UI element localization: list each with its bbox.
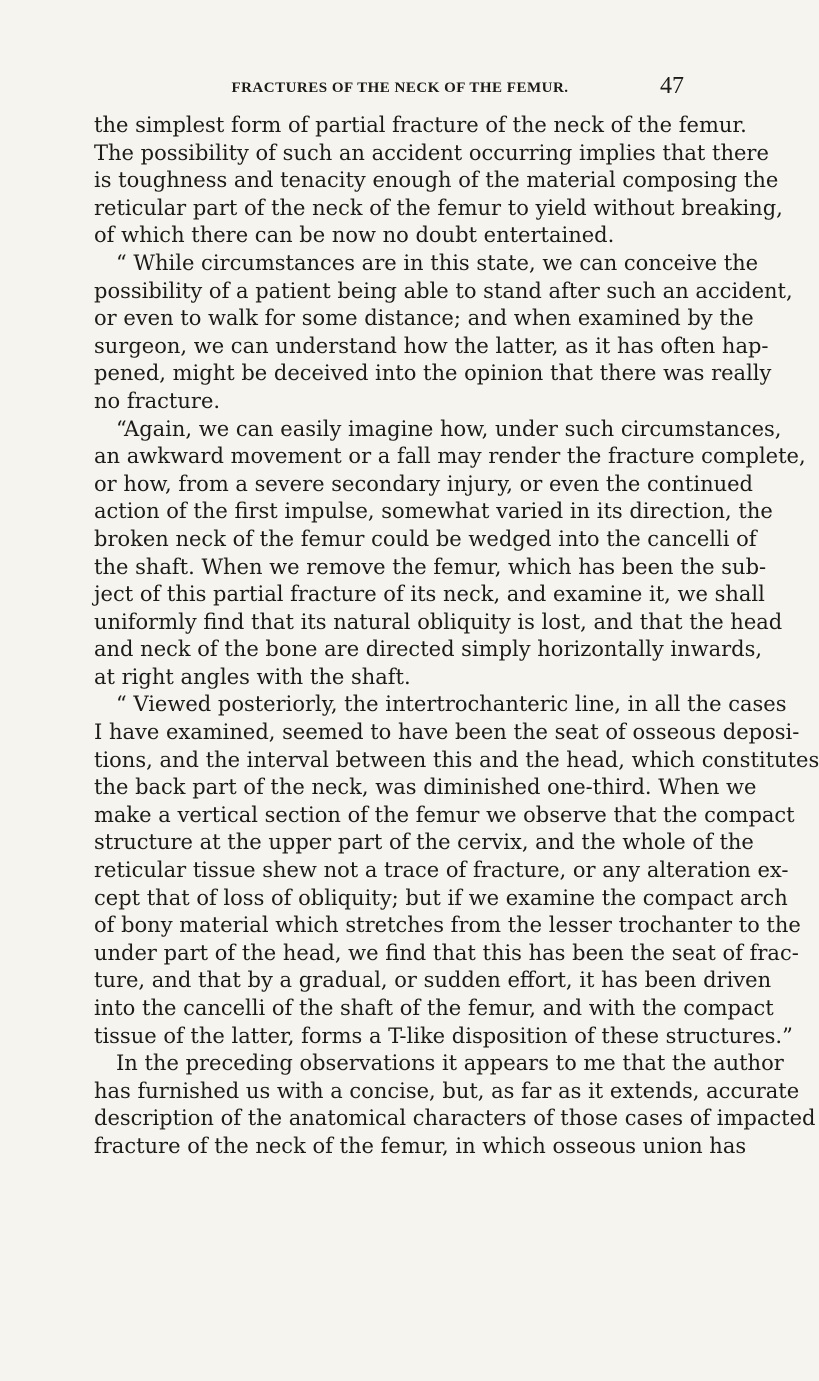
text-line: at right angles with the shaft. xyxy=(94,664,411,689)
text-line: the shaft. When we remove the femur, which has been the sub- xyxy=(94,554,767,579)
text-line: make a vertical section of the femur we observe that the compact xyxy=(94,802,795,827)
text-line: ject of this partial fracture of its neck, and examine it, we shall xyxy=(94,582,765,607)
text-line: pened, might be deceived into the opinion that there was really xyxy=(94,361,772,386)
text-line: reticular part of the neck of the femur to yield without breaking, xyxy=(94,195,783,220)
text-line: action of the first impulse, somewhat varied in its direction, the xyxy=(94,499,773,524)
text-line: I have examined, seemed to have been the seat of osseous deposi- xyxy=(94,720,800,745)
text-line: has furnished us with a concise, but, as far as it extends, accurate xyxy=(94,1078,800,1103)
text-line: description of the anatomical characters of those cases of impacted xyxy=(94,1106,816,1131)
text-line: under part of the head, we find that this has been the seat of frac- xyxy=(94,940,799,965)
text-line: the back part of the neck, was diminished one-third. When we xyxy=(94,775,757,800)
text-line: of bony material which stretches from the lesser trochanter to the xyxy=(94,913,801,938)
text-line: broken neck of the femur could be wedged into the cancelli of xyxy=(94,526,757,551)
text-line: uniformly find that its natural obliquity is lost, and that the head xyxy=(94,609,783,634)
text-line: into the cancelli of the shaft of the femur, and with the compact xyxy=(94,996,774,1020)
page-number: 47 xyxy=(660,73,684,99)
text-line: tions, and the interval between this and the head, which constitutes xyxy=(94,747,819,772)
text-line: “ Viewed posteriorly, the intertrochanteric line, in all the cases xyxy=(116,692,787,717)
text-line: reticular tissue shew not a trace of fracture, or any alteration ex- xyxy=(94,858,789,883)
text-line: “ While circumstances are in this state, we can conceive the xyxy=(116,250,759,275)
text-line: In the preceding observations it appears to me that the author xyxy=(116,1051,784,1076)
text-line: The possibility of such an accident occurring implies that there xyxy=(94,140,769,165)
text-line: structure at the upper part of the cervix, and the whole of the xyxy=(94,830,754,855)
text-line: and neck of the bone are directed simply horizontally inwards, xyxy=(94,637,763,662)
body-text xyxy=(94,112,819,1161)
text-line: ture, and that by a gradual, or sudden effort, it has been driven xyxy=(94,968,772,993)
text-line: or how, from a severe secondary injury, or even the continued xyxy=(94,471,753,496)
running-head xyxy=(0,74,800,104)
text-line: cept that of loss of obliquity; but if we examine the compact arch xyxy=(94,885,788,910)
running-title: FRACTURES OF THE NECK OF THE FEMUR. xyxy=(231,80,569,96)
text-line: or even to walk for some distance; and when examined by the xyxy=(94,306,754,331)
text-line: possibility of a patient being able to stand after such an accident, xyxy=(94,278,793,303)
text-line: is toughness and tenacity enough of the material composing the xyxy=(94,168,779,193)
text-line: of which there can be now no doubt entertained. xyxy=(94,223,615,248)
text-line: the simplest form of partial fracture of the neck of the femur. xyxy=(94,113,747,137)
text-line: fracture of the neck of the femur, in which osseous union has xyxy=(94,1133,747,1158)
text-line: no fracture. xyxy=(94,388,221,413)
text-line: tissue of the latter, forms a T-like disposition of these structures.” xyxy=(94,1023,793,1048)
text-line: an awkward movement or a fall may render the fracture complete, xyxy=(94,444,806,469)
text-line: surgeon, we can understand how the latter, as it has often hap- xyxy=(94,333,769,358)
text-line: “Again, we can easily imagine how, under such circumstances, xyxy=(116,416,782,441)
